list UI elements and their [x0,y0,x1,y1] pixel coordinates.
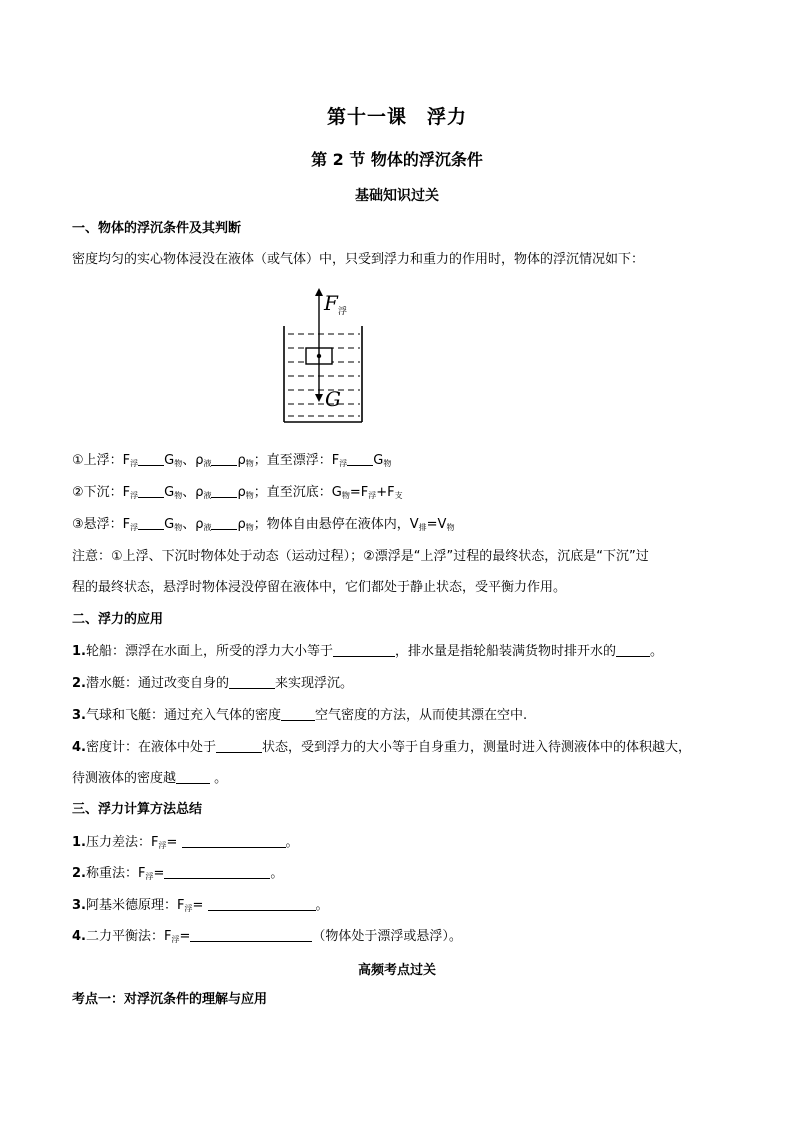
application-hydrometer-line2: 待测液体的密度越 。 [72,771,228,786]
subsection-title: 基础知识过关 [355,188,439,204]
method-weighing: 2.称重法：$F_浮=$ 。 [72,866,284,881]
method-equilibrium: 4.二力平衡法：$F_浮=$ （物体处于漂浮或悬浮）。 [72,929,462,944]
part3-heading: 三、浮力计算方法总结 [72,802,203,817]
method-pressure-difference: 1.压力差法：$F_浮=$ 。 [72,835,299,850]
application-submarine: 2.潜水艇：通过改变自身的 来实现浮沉。 [72,676,354,691]
condition-sink: ②下沉：$F_浮$ $G_物$、$\rho_液$ $\rho_物$；直至沉底：$G_物=F_浮+F_支$ [72,485,403,500]
part1-heading: 一、物体的浮沉条件及其判断 [72,221,242,236]
g-label: G [325,387,341,411]
part4-heading: 高频考点过关 [357,963,436,978]
exam-point-1: 考点一：对浮沉条件的理解与应用 [72,992,268,1007]
condition-suspend: ③悬浮：$F_浮$ $G_物$、$\rho_液$ $\rho_物$；物体自由悬停在液体内，$V_排=V_物$ [72,517,455,532]
note-line-1: 注意：①上浮、下沉时物体处于动态（运动过程）；②漂浮是“上浮”过程的最终状态，沉底是“下沉”过 [72,549,649,564]
part1-intro: 密度均匀的实心物体浸没在液体（或气体）中，只受到浮力和重力的作用时，物体的浮沉情况如下： [72,252,645,267]
f-label: F [324,291,338,315]
application-hydrometer-line1: 4.密度计：在液体中处于 状态，受到浮力的大小等于自身重力，测量时进入待测液体中的体积越大， [72,740,692,755]
section-title: 第 2 节 物体的浮沉条件 [311,150,483,169]
buoyancy-figure [278,286,368,426]
application-ship: 1.轮船：漂浮在水面上，所受的浮力大小等于 ，排水量是指轮船装满货物时排开水的 。 [72,644,664,659]
condition-rise: ①上浮：$F_浮$ $G_物$、$\rho_液$ $\rho_物$；直至漂浮：$F_浮$ $G_物$ [72,453,392,468]
part2-heading: 二、浮力的应用 [72,612,164,627]
lesson-title: 第十一课 浮力 [326,106,467,128]
f-subscript: 浮 [338,307,348,317]
note-line-2: 程的最终状态，悬浮时物体浸没停留在液体中，它们都处于静止状态，受平衡力作用。 [72,580,567,595]
method-archimedes: 3.阿基米德原理：$F_浮=$ 。 [72,898,329,913]
application-balloon: 3.气球和飞艇：通过充入气体的密度 空气密度的方法，从而使其漂在空中. [72,708,528,723]
